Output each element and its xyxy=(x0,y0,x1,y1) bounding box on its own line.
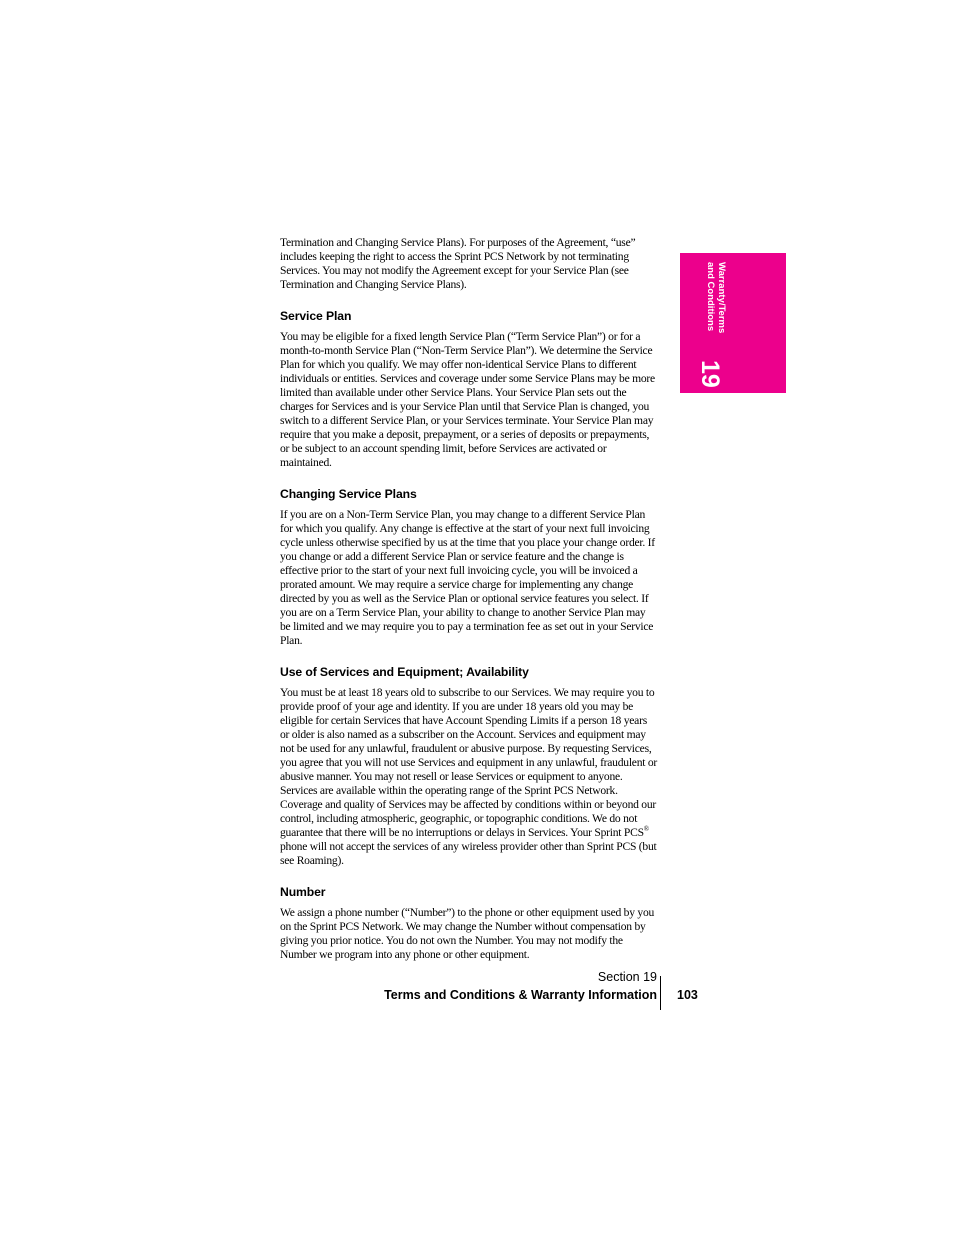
section-heading: Changing Service Plans xyxy=(280,487,417,501)
footer-divider xyxy=(660,976,661,1010)
section-service-plan xyxy=(280,309,658,470)
section-body: We assign a phone number (“Number”) to the phone or other equipment used by you on the Sprint PCS Network. We may change the Number without compensation by giving you prior notice. You do not own the Number. You may not modify the Number we program into any phone or other equipment. xyxy=(280,906,655,961)
footer-title: Terms and Conditions & Warranty Information xyxy=(384,988,657,1002)
registered-mark: ® xyxy=(643,825,649,833)
section-number xyxy=(280,885,658,962)
tab-label-line-2: and Conditions xyxy=(705,262,716,332)
section-body-part-1: You must be at least 18 years old to subscribe to our Services. We may require you to provide proof of your age and identity. If you are under 18 years old you may be eligible for certain Services that have Account Spending Limits if a person 18 years or older is also named as a subscriber on the Account. Services and equipment may not be used for any unlawful, fraudulent or abusive purpose. By requesting Services, you agree that you will not use Services and equipment in any unlawful, fraudulent or abusive manner. You may not resell or lease Services or equipment to anyone. Services are available within the operating range of the Sprint PCS Network. Coverage and quality of Services may be affected by conditions within or beyond our control, including atmospheric, geographic, or topographic conditions. We do not guarantee that there will be no interruptions or delays in Services. Your Sprint PCS xyxy=(280,686,658,839)
intro-paragraph: Termination and Changing Service Plans). For purposes of the Agreement, “use” includes keeping the right to access the Sprint PCS Network by not terminating Services. You may not modify the Agreement except for your Service Plan (see Termination and Changing Service Plans). xyxy=(280,236,636,291)
section-heading: Use of Services and Equipment; Availability xyxy=(280,665,529,679)
section-tab-number: 19 xyxy=(696,360,724,388)
page-number: 103 xyxy=(677,988,698,1002)
page-content xyxy=(280,236,658,979)
section-tab-label xyxy=(705,262,727,333)
section-use-of-services xyxy=(280,665,658,868)
section-changing-service-plans xyxy=(280,487,658,648)
footer-section-label: Section 19 xyxy=(597,970,657,984)
section-body-part-2: phone will not accept the services of any wireless provider other than Sprint PCS (but see Roaming). xyxy=(280,840,657,867)
tab-label-line-1: Warranty/Terms xyxy=(716,262,727,334)
section-heading: Service Plan xyxy=(280,309,352,323)
section-body xyxy=(280,686,658,868)
section-heading: Number xyxy=(280,885,326,899)
section-body: If you are on a Non-Term Service Plan, you may change to a different Service Plan for which you qualify. Any change is effective at the start of your next full invoicing cycle unless otherwise specified by us at the time that you place your change order. If you change or add a different Service Plan or service feature and the change is effective prior to the start of your next full invoicing cycle, you will be invoiced a prorated amount. We may require a service charge for implementing any change directed by you as well as the Service Plan or optional service features you select. If you are on a Term Service Plan, your ability to change to another Service Plan may be limited and we may require you to pay a termination fee as set out in your Service Plan. xyxy=(280,508,655,647)
section-body: You may be eligible for a fixed length Service Plan (“Term Service Plan”) or for a month-to-month Service Plan (“Non-Term Service Plan”). We determine the Service Plan for which you qualify. We may offer non-identical Service Plans to different individuals or entities. Services and coverage under some Service Plans may be more limited than available under other Service Plans. Your Service Plan sets out the charges for Services and is your Service Plan until that Service Plan is changed, you switch to a different Service Plan, or your Services terminate. Your Service Plan may require that you make a deposit, prepayment, or a series of deposits or prepayments, or be subject to an account spending limit, before Services are activated or maintained. xyxy=(280,330,655,469)
